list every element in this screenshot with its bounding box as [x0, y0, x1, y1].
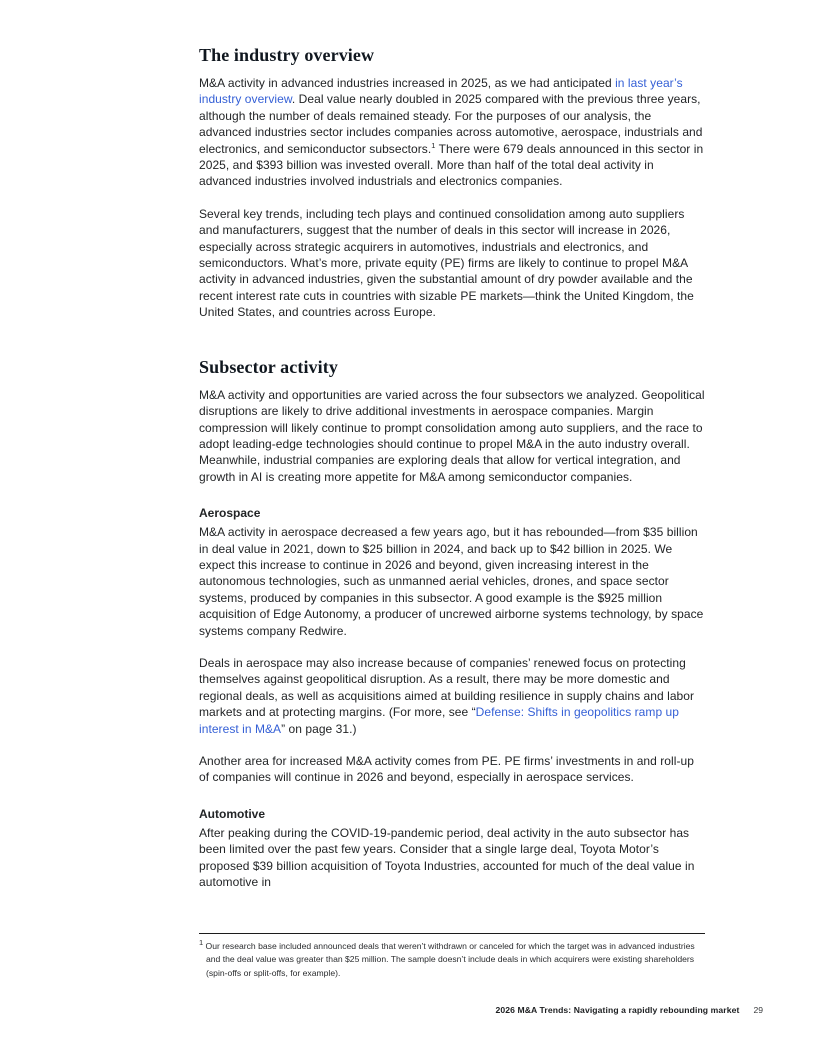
- text-run: Deals in aerospace may also increase because of companies’ renewed focus on protecting themselves against geopolitical disruption. As a result, there may be more domestic and regional deals, as well as acquisitions aimed at building resilience in supply chains and labor markets and at protecting margins. (For more, see “: [199, 655, 695, 720]
- paragraph-automotive-1: After peaking during the COVID-19-pandemic period, deal activity in the auto subsector has been limited over the past few years. Consider that a single large deal, Toyota Motor’s proposed $39 billion acquisition of Toyota Industries, accounted for much of the deal value in automotive in: [199, 825, 695, 890]
- text-run: M&A activity in advanced industries increased in 2025, as we had anticipated: [199, 76, 616, 90]
- page-number: 29: [753, 1005, 763, 1015]
- subheading-aerospace: Aerospace: [199, 506, 261, 521]
- paragraph-industry-overview-2: Several key trends, including tech plays and continued consolidation among auto suppliers and manufacturers, suggest that the number of deals in this sector will increase in 2026, especially across strategic acquirers in automotives, industrials and electronics, and semiconductors. What’s more, private equity (PE) firms are likely to continue to propel M&A activity in advanced industries, given the substantial amount of dry powder available and the recent interest rate cuts in countries with sizable PE markets—think the United Kingdom, the United States, and countries across Europe.: [199, 206, 694, 320]
- text-run: Our research base included announced deals that weren’t withdrawn or canceled for which the target was in advanced industries and the deal value was greater than $25 million. The sample doesn’t include deals in which acquirers were existing shareholders (spin-offs or split-offs, for example).: [203, 941, 695, 978]
- footnote-divider: [199, 933, 705, 934]
- inline-link[interactable]: Defense: Shifts in geopolitics ramp up interest in M&A: [199, 705, 679, 736]
- page-footer: [199, 1005, 763, 1015]
- report-title: 2026 M&A Trends: Navigating a rapidly rebounding market: [495, 1005, 740, 1015]
- text-run: There were 679 deals announced in this sector in 2025, and $393 billion was invested overall. More than half of the total deal activity in advanced industries involved industrials and electronics companies.: [199, 141, 704, 189]
- paragraph-subsector-intro: M&A activity and opportunities are varied across the four subsectors we analyzed. Geopolitical disruptions are likely to drive additional investments in aerospace companies. Margin compression will likely continue to prompt consolidation among auto suppliers, and the race to adopt leading-edge technologies should continue to propel M&A in the auto industry overall. Meanwhile, industrial companies are exploring deals that allow for vertical integration, and growth in AI is creating more appetite for M&A among semiconductor companies.: [199, 387, 705, 484]
- footnote-text: [199, 940, 705, 980]
- subheading-automotive: Automotive: [199, 806, 265, 821]
- paragraph-aerospace-1: M&A activity in aerospace decreased a few years ago, but it has rebounded—from $35 billion in deal value in 2021, down to $25 billion in 2024, and back up to $42 billion in 2025. We expect this increase to continue in 2026 and beyond, given increasing interest in the autonomous technologies, such as unmanned aerial vehicles, drones, and space sector systems, produced by companies in this subsector. A good example is the $925 million acquisition of Edge Autonomy, a producer of uncrewed airborne systems technology, by space systems company Redwire.: [199, 525, 704, 638]
- paragraph-industry-overview-1: [199, 75, 707, 190]
- section-heading-subsector-activity: Subsector activity: [199, 356, 338, 377]
- article-body: [199, 45, 707, 906]
- text-run: . Deal value nearly doubled in 2025 compared with the previous three years, although the number of deals remained steady. For the purposes of our analysis, the advanced industries sector includes companies across automotive, aerospace, industrials and electronics, and semiconductor subsectors.: [199, 92, 703, 156]
- text-run: ” on page 31.): [281, 721, 357, 736]
- section-heading-industry-overview: The industry overview: [199, 45, 375, 65]
- footnote-marker: 1: [431, 140, 436, 150]
- footnote-marker: 1: [199, 938, 204, 948]
- inline-link[interactable]: in last year’s industry overview: [199, 76, 683, 107]
- paragraph-aerospace-2: [199, 655, 707, 737]
- paragraph-aerospace-3: Another area for increased M&A activity comes from PE. PE firms’ investments in and roll-up of companies will continue in 2026 and beyond, especially in aerospace services.: [199, 754, 694, 785]
- footnote-block: [199, 933, 705, 980]
